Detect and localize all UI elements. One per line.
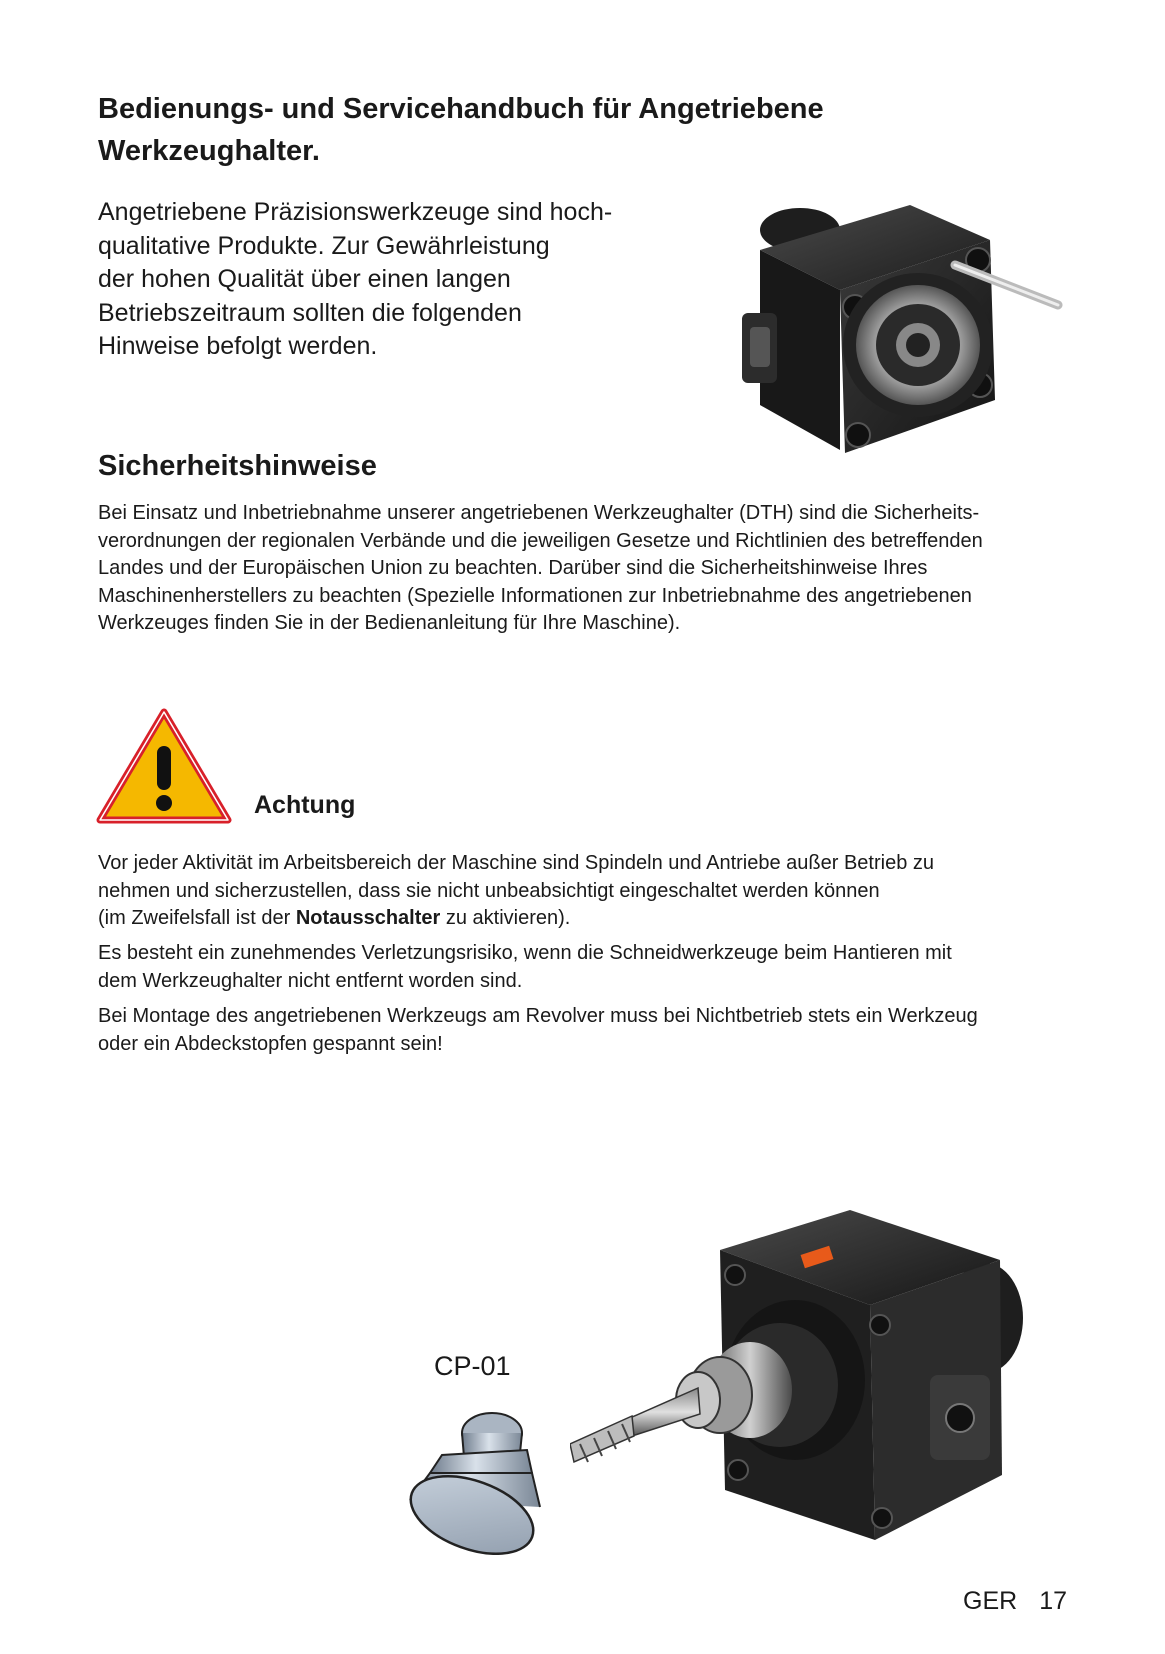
section-heading-safety: Sicherheitshinweise	[98, 450, 377, 482]
cover-plug-image	[402, 1395, 552, 1555]
emergency-stop-term: Notausschalter	[295, 907, 441, 929]
intro-paragraph	[98, 196, 658, 364]
intro-line: Angetriebene Präzisionswerkzeuge sind hoch-	[98, 198, 613, 226]
safety-line: Landes und der Europäischen Union zu beachten. Darüber sind die Sicherheitshinweise Ihres	[98, 557, 928, 579]
warning-text: (im Zweifelsfall ist der	[98, 907, 296, 929]
footer-language: GER	[963, 1587, 1018, 1615]
safety-line: Bei Einsatz und Inbetriebnahme unserer angetriebenen Werkzeughalter (DTH) sind die Sicherheits-	[98, 502, 980, 524]
warning-line: oder ein Abdeckstopfen gespannt sein!	[98, 1032, 443, 1055]
cover-plug-label: CP-01	[434, 1351, 511, 1381]
warning-line	[98, 905, 1088, 933]
warning-line: nehmen und sicherzustellen, dass sie nicht unbeabsichtigt eingeschaltet werden können	[98, 879, 880, 902]
warning-label: Achtung	[254, 791, 356, 819]
driven-tool-holder-image	[740, 195, 1070, 465]
warning-triangle-icon	[96, 706, 232, 826]
safety-line: Maschinenherstellers zu beachten (Spezielle Informationen zur Inbetriebnahme des angetriebenen	[98, 584, 972, 607]
driven-tool-holder-with-endmill-image	[570, 1200, 1055, 1580]
page-title	[98, 88, 898, 172]
warning-line: Bei Montage des angetriebenen Werkzeugs am Revolver muss bei Nichtbetrieb stets ein Werkzeug	[98, 1005, 978, 1027]
warning-paragraph-2	[98, 940, 1088, 995]
warning-line: Es besteht ein zunehmendes Verletzungsrisiko, wenn die Schneidwerkzeuge beim Hantieren mit	[98, 942, 952, 964]
intro-line: Hinweise befolgt werden.	[98, 332, 378, 360]
warning-line: Vor jeder Aktivität im Arbeitsbereich der Maschine sind Spindeln und Antriebe außer Betrieb zu	[98, 852, 935, 874]
title-line-2: Werkzeughalter.	[98, 135, 320, 167]
warning-paragraph-1	[98, 850, 1088, 933]
warning-text: zu aktivieren).	[440, 907, 571, 929]
title-line-1: Bedienungs- und Servicehandbuch für Angetriebene	[98, 93, 824, 125]
intro-line: qualitative Produkte. Zur Gewährleistung	[98, 231, 550, 260]
safety-line: Werkzeuges finden Sie in der Bedienanleitung für Ihre Maschine).	[98, 612, 681, 634]
intro-line: der hohen Qualität über einen langen	[98, 265, 511, 293]
safety-line: verordnungen der regionalen Verbände und die jeweiligen Gesetze und Richtlinien des betreffenden	[98, 529, 983, 552]
intro-line: Betriebszeitraum sollten die folgenden	[98, 298, 522, 327]
warning-paragraph-3	[98, 1003, 1088, 1058]
warning-line: dem Werkzeughalter nicht entfernt worden sind.	[98, 969, 523, 992]
page-footer	[963, 1587, 1067, 1616]
page-number: 17	[1039, 1587, 1067, 1615]
safety-paragraph	[98, 500, 1088, 638]
